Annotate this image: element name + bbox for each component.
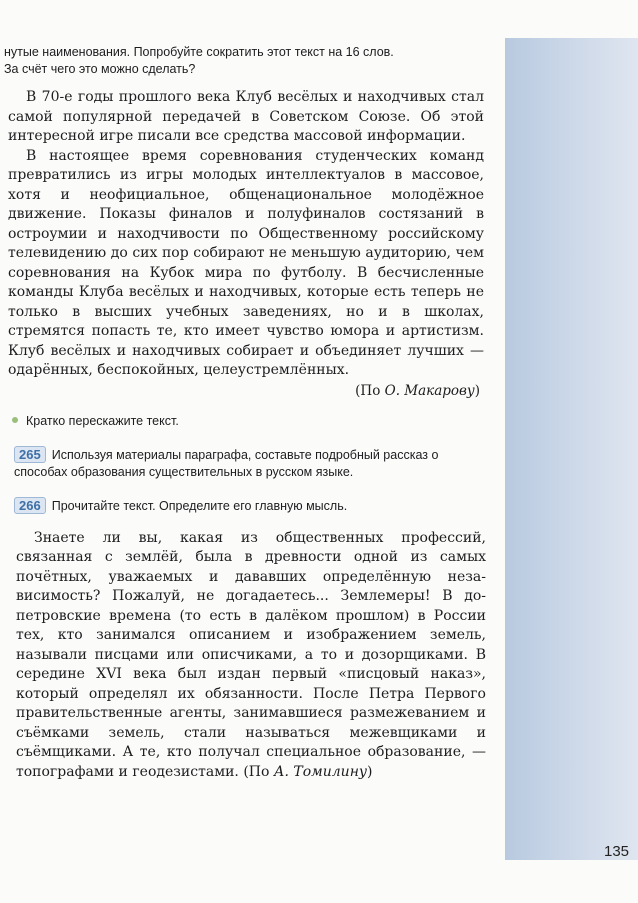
retell-task <box>4 413 492 430</box>
source-author: А. Томилину <box>273 763 368 780</box>
paragraph-text: Знаете ли вы, какая из общественных профессий, связанная с землёй, была в древности одной из самых почётных, уважаемых и дававших определённую независимость? Пожалуй, не догадаетесь... Землемеры! В допетровские времена (то есть в далёком прошлом) в России тех, кто занимался описанием и изображением земель, называли писцами или описчиками, а то и дозорщиками. В середине XVI века был издан первый «писцовый наказ», который определял их обязанности. После Петра Первого правительственные агенты, занимавшиеся размежеванием и съёмками земель, стали называться межевщиками и съёмщиками. А те, кто получал специальное образование, — топографами и геодезистами. <box>16 529 486 780</box>
source-prefix: (По <box>355 382 385 399</box>
exercise-number: 266 <box>14 497 46 514</box>
text-kvn <box>4 88 484 381</box>
text-source <box>4 383 480 399</box>
paragraph: В 70-е годы прошлого века Клуб весёлых и находчивых стал самой популярной передачей в Советском Союзе. Об этой интересной игре писали все средства массовой информации. <box>8 89 484 144</box>
paragraph: В настоящее время соревнования студенческих команд превратились из игры молодых интеллектуалов в массовое, хотя и неофициальное, общенациональное молодёжное движение. Показы финалов и полуфиналов состязаний в остроумии и находчивости по Общественному российскому телевидению до сих пор собирают не меньшую аудиторию, чем соревнования на Кубок мира по футболу. В бесчисленные команды Клуба весёлых и находчивых, которые есть теперь не только в высших учебных заведениях, но и в школах, стремятся попасть те, кто имеет чувство юмора и артистизм. Клуб весёлых и находчивых собирает и объединяет лучших — одарённых, беспокойных, целеустремлённых. <box>8 147 484 378</box>
bullet-icon <box>12 417 18 423</box>
exercise-text: Прочитайте текст. Определите его главную мысль. <box>51 498 348 513</box>
page-margin-strip <box>505 38 638 860</box>
exercise-265 <box>4 446 484 481</box>
paragraph <box>16 529 486 783</box>
exercise-intro <box>4 44 486 78</box>
page-content <box>4 42 494 782</box>
source-author: О. Макарову <box>384 382 475 399</box>
retell-task-text: Кратко перескажите текст. <box>26 413 179 428</box>
intro-line: За счёт чего это можно сделать? <box>4 62 196 76</box>
source-prefix: (По <box>243 763 274 780</box>
page-number: 135 <box>604 843 630 860</box>
text-surveyors <box>4 529 486 783</box>
source-suffix: ) <box>474 382 480 399</box>
exercise-266 <box>4 497 484 515</box>
exercise-text: Используя материалы параграфа, составьте подробный рассказ о способах образования существительных в русском языке. <box>14 447 439 479</box>
source-suffix: ) <box>367 763 373 780</box>
intro-line: нутые наименования. Попробуйте сократить этот текст на 16 слов. <box>4 45 394 59</box>
exercise-number: 265 <box>14 446 46 463</box>
